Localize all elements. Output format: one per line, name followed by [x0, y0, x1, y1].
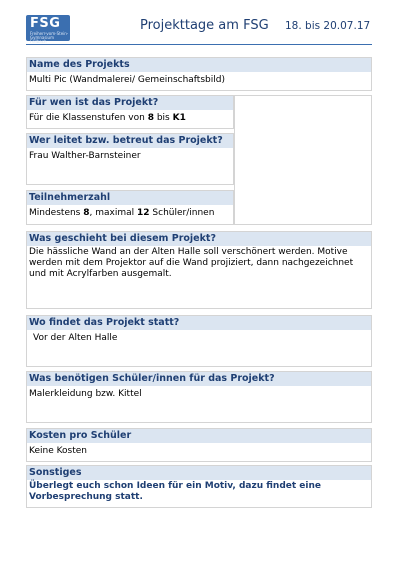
section-sonstiges-heading: Sonstiges — [27, 466, 371, 480]
fuer-wen-to: K1 — [172, 113, 186, 123]
section-fuer-wen-value — [27, 110, 233, 127]
fsg-logo — [26, 15, 70, 44]
section-leiter — [26, 133, 234, 185]
section-was — [26, 231, 372, 309]
section-fuer-wen-heading: Für wen ist das Projekt? — [27, 96, 233, 110]
teilnehmer-max: 12 — [137, 208, 150, 218]
fuer-wen-mid: bis — [156, 113, 170, 123]
section-name-heading: Name des Projekts — [27, 58, 371, 72]
section-wo-heading: Wo findet das Projekt statt? — [27, 316, 371, 330]
section-teilnehmer-value — [27, 205, 233, 222]
fuer-wen-from: 8 — [147, 113, 154, 123]
section-kosten-heading: Kosten pro Schüler — [27, 429, 371, 443]
section-sonstiges — [26, 465, 372, 508]
section-fuer-wen — [26, 95, 234, 129]
section-wo — [26, 315, 372, 367]
section-leiter-value: Frau Walther-Barnsteiner — [29, 151, 141, 161]
section-benoetigen — [26, 371, 372, 423]
section-leiter-heading: Wer leitet bzw. betreut das Projekt? — [27, 134, 233, 148]
section-teilnehmer — [26, 190, 234, 225]
section-benoetigen-value: Malerkleidung bzw. Kittel — [29, 389, 142, 399]
fuer-wen-prefix: Für die Klassenstufen von — [29, 113, 145, 123]
section-teilnehmer-heading: Teilnehmerzahl — [27, 191, 233, 205]
section-was-heading: Was geschieht bei diesem Projekt? — [27, 232, 371, 246]
header-divider — [26, 44, 372, 45]
section-was-value: Die hässliche Wand an der Alten Halle soll verschönert werden. Motive werden mit dem Projektor auf die Wand projiziert, dann nachgezeichnet und mit Acrylfarben ausgemalt. — [29, 247, 354, 279]
project-dates: 18. bis 20.07.17 — [285, 20, 371, 32]
section-benoetigen-heading: Was benötigen Schüler/innen für das Projekt? — [27, 372, 371, 386]
teilnehmer-p3: Schüler/innen — [152, 208, 215, 218]
logo-text: FSG — [30, 16, 61, 31]
page-title: Projekttage am FSG — [140, 18, 269, 33]
teilnehmer-min: 8 — [83, 208, 90, 218]
section-kosten-value: Keine Kosten — [29, 446, 88, 456]
section-sonstiges-value: Überlegt euch schon Ideen für ein Motiv, dazu findet eine Vorbesprechung statt. — [29, 481, 321, 502]
side-frame — [234, 95, 372, 225]
logo-subtext: Freiherr-vom-Stein-Gymnasium Fellbach — [30, 31, 69, 44]
section-wo-value: Vor der Alten Halle — [33, 333, 118, 343]
section-kosten — [26, 428, 372, 462]
teilnehmer-p2: , maximal — [89, 208, 135, 218]
section-name-value: Multi Pic (Wandmalerei/ Gemeinschaftsbild) — [29, 75, 225, 85]
section-name — [26, 57, 372, 91]
teilnehmer-p1: Mindestens — [29, 208, 81, 218]
